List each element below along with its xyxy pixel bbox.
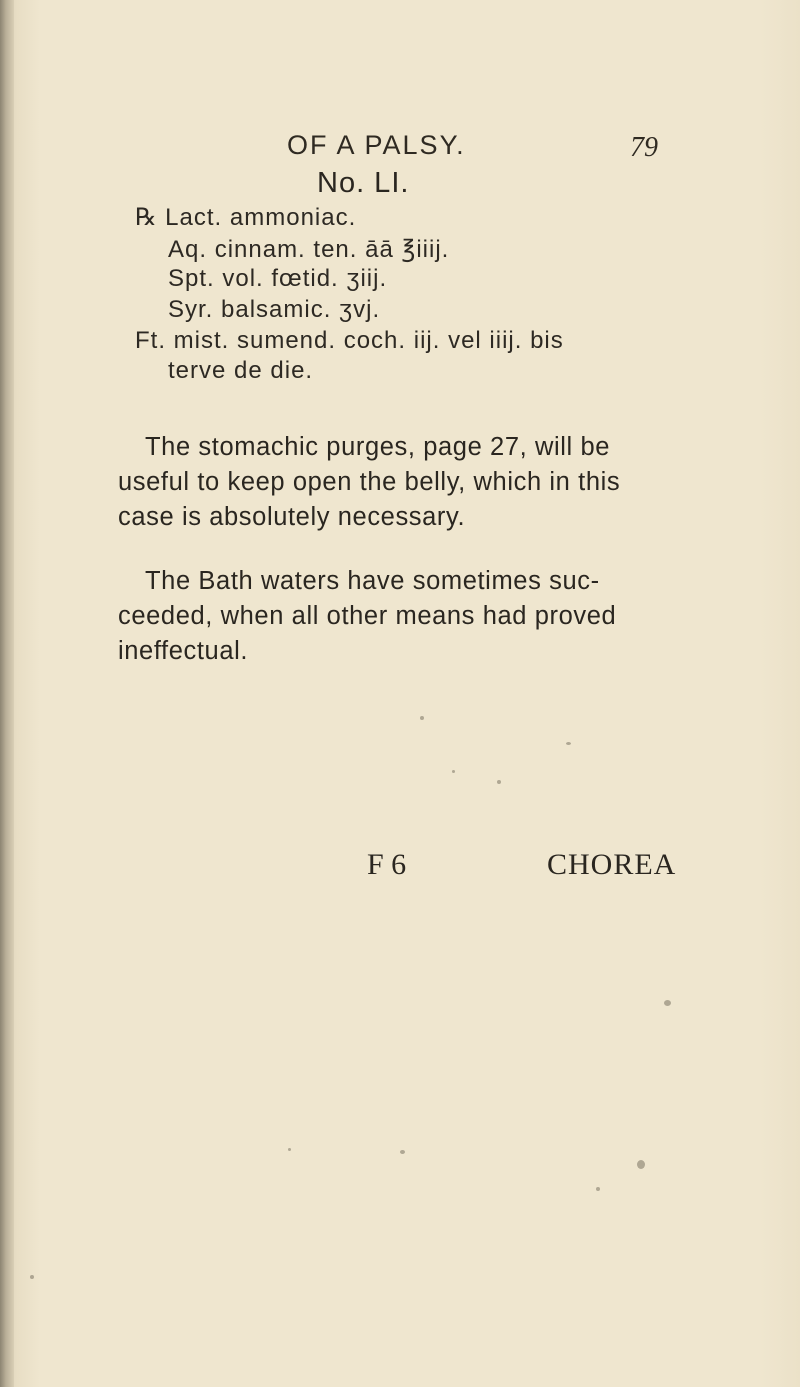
paragraph-line: The Bath waters have sometimes suc- bbox=[145, 567, 600, 595]
paper-speck bbox=[420, 716, 424, 720]
recipe-line: Syr. balsamic. ʒvj. bbox=[168, 296, 381, 323]
catchword: CHOREA bbox=[547, 848, 677, 881]
paper-speck bbox=[664, 1000, 671, 1006]
paper-speck bbox=[452, 770, 455, 773]
paragraph-bath-waters bbox=[118, 564, 678, 669]
paragraph-line: The stomachic purges, page 27, will be bbox=[145, 433, 611, 461]
recipe-line: ℞ Lact. ammoniac. bbox=[135, 204, 357, 231]
recipe-line: terve de die. bbox=[168, 357, 314, 384]
paragraph-stomachic-purges bbox=[118, 430, 678, 535]
paper-speck bbox=[288, 1148, 291, 1151]
recipe-line: Aq. cinnam. ten. āā ℥iiij. bbox=[168, 236, 450, 263]
book-spine-shadow bbox=[0, 0, 14, 1387]
page-number: 79 bbox=[630, 132, 658, 163]
recipe-line: Ft. mist. sumend. coch. iij. vel iiij. bis bbox=[135, 327, 564, 354]
paragraph-line: ineffectual. bbox=[118, 637, 249, 665]
recipe-line: Spt. vol. fœtid. ʒiij. bbox=[168, 265, 388, 292]
paper-speck bbox=[637, 1160, 645, 1169]
paper-speck bbox=[596, 1187, 600, 1191]
paragraph-line: useful to keep open the belly, which in this bbox=[118, 468, 621, 496]
running-head: OF A PALSY. bbox=[287, 130, 466, 160]
recipe-number: No. LI. bbox=[317, 167, 410, 199]
page-header bbox=[0, 130, 800, 170]
paragraph-line: case is absolutely necessary. bbox=[118, 503, 466, 531]
paper-speck bbox=[497, 780, 501, 784]
paragraph-line: ceeded, when all other means had proved bbox=[118, 602, 617, 630]
signature-mark: F 6 bbox=[367, 848, 407, 881]
paper-speck bbox=[30, 1275, 34, 1279]
paper-speck bbox=[400, 1150, 405, 1154]
paper-speck bbox=[566, 742, 571, 745]
